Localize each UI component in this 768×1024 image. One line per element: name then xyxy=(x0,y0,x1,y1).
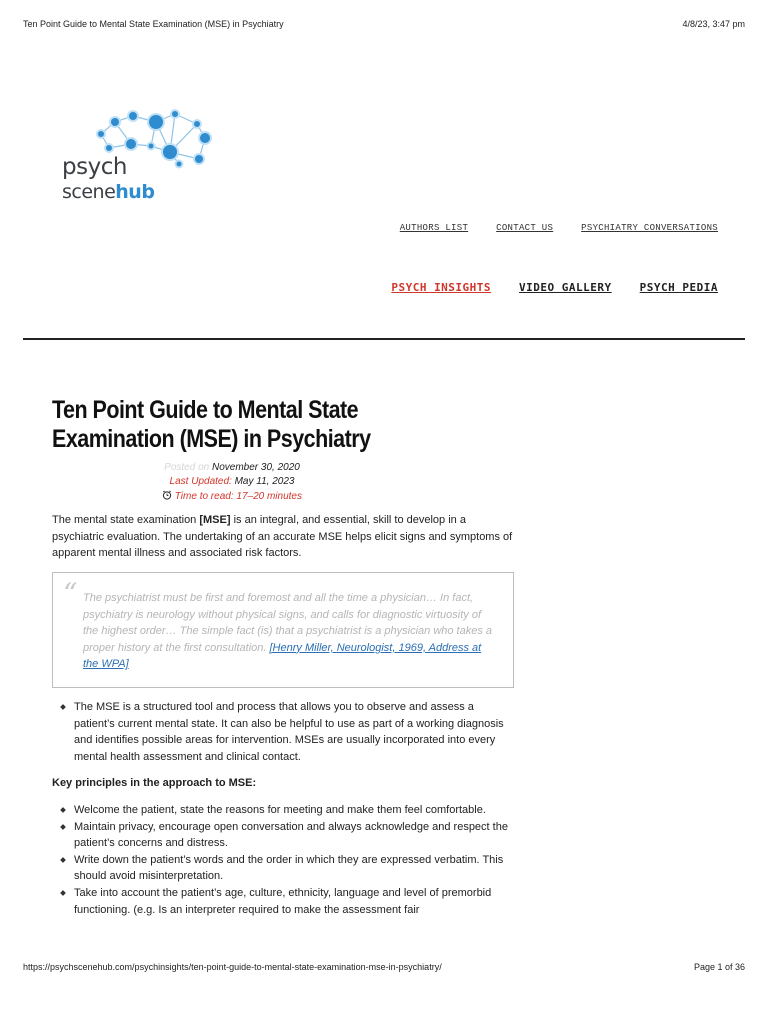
alarm-clock-icon xyxy=(162,490,172,500)
list-item: Write down the patient’s words and the order in which they are expressed verbatim. This should avoid misinterpretation. xyxy=(74,852,514,885)
secondary-nav xyxy=(400,223,718,233)
key-principles-heading: Key principles in the approach to MSE: xyxy=(52,777,257,789)
list-item: Maintain privacy, encourage open conversation and always acknowledge and respect the patient’s concerns and distress. xyxy=(74,819,514,852)
logo-word-scenehub xyxy=(62,181,154,203)
quote-body: The psychiatrist must be first and foremost and all the time a physician… In fact, psychiatry is neurology without physical signs, and calls for diagnostic virtuosity of the highest order… The simple fact (is) that a psychiatrist is a physician who takes a proper history at the first consultation. xyxy=(83,592,493,654)
list-item: Welcome the patient, state the reasons for meeting and make them feel comfortable. xyxy=(74,802,514,819)
quote-citation-link[interactable]: [Henry Miller, Neurologist, 1969, Address at the WPA] xyxy=(83,641,482,671)
nav-authors-list[interactable]: AUTHORS LIST xyxy=(399,223,469,233)
list-item: The MSE is a structured tool and process that allows you to observe and assess a patient’s current mental state. It can also be helpful to use as part of a working diagnosis and identifies possible areas for intervention. MSEs are usually incorporated into every mental health assessment and clinical contact. xyxy=(74,699,514,765)
article-title: Ten Point Guide to Mental State Examination (MSE) in Psychiatry xyxy=(52,396,371,453)
print-footer xyxy=(23,962,745,972)
quote-text xyxy=(83,590,493,673)
blockquote xyxy=(52,572,514,688)
intro-mse-bold: [MSE] xyxy=(199,514,231,526)
nav-video-gallery[interactable]: VIDEO GALLERY xyxy=(519,281,612,294)
mse-overview-list xyxy=(52,699,514,765)
nav-psych-pedia[interactable]: PSYCH PEDIA xyxy=(639,281,718,294)
logo-word-psych: psych xyxy=(62,154,127,180)
nav-psychiatry-conversations[interactable]: PSYCHIATRY CONVERSATIONS xyxy=(581,223,718,233)
read-time: Time to read: 17–20 minutes xyxy=(174,491,302,502)
posted-meta xyxy=(52,462,412,473)
nav-contact-us[interactable]: CONTACT US xyxy=(496,223,554,233)
posted-label: Posted on xyxy=(164,462,210,473)
print-footer-url: https://psychscenehub.com/psychinsights/ten-point-guide-to-mental-state-examination-mse-in-psychiatry/ xyxy=(23,962,442,972)
print-header-datetime: 4/8/23, 3:47 pm xyxy=(682,19,745,29)
intro-text-a: The mental state examination xyxy=(52,514,200,526)
read-time-meta xyxy=(52,490,412,502)
updated-date: May 11, 2023 xyxy=(234,476,295,487)
posted-date: November 30, 2020 xyxy=(211,462,300,473)
updated-label: Last Updated: xyxy=(169,476,232,487)
logo-word-scene: scene xyxy=(62,181,116,203)
print-header xyxy=(23,19,745,29)
logo-word-hub: hub xyxy=(115,181,155,203)
quote-mark-icon: “ xyxy=(63,577,78,610)
list-item: Take into account the patient’s age, culture, ethnicity, language and level of premorbid functioning. (e.g. Is an interpreter required to make the assessment fair xyxy=(74,885,514,918)
nav-psych-insights[interactable]: PSYCH INSIGHTS xyxy=(391,281,492,294)
intro-paragraph xyxy=(52,512,514,562)
site-logo[interactable] xyxy=(60,108,220,208)
print-footer-page: Page 1 of 36 xyxy=(693,962,745,972)
updated-meta xyxy=(52,476,412,487)
main-nav xyxy=(391,281,718,294)
header-divider xyxy=(23,338,745,340)
print-header-title: Ten Point Guide to Mental State Examination (MSE) in Psychiatry xyxy=(23,19,284,29)
intro-text-b: is an integral, and essential, skill to develop in a psychiatric evaluation. The undertaking of an accurate MSE helps elicit signs and symptoms of apparent mental illness and associated risk factors. xyxy=(52,514,513,560)
key-principles-list xyxy=(52,802,514,936)
